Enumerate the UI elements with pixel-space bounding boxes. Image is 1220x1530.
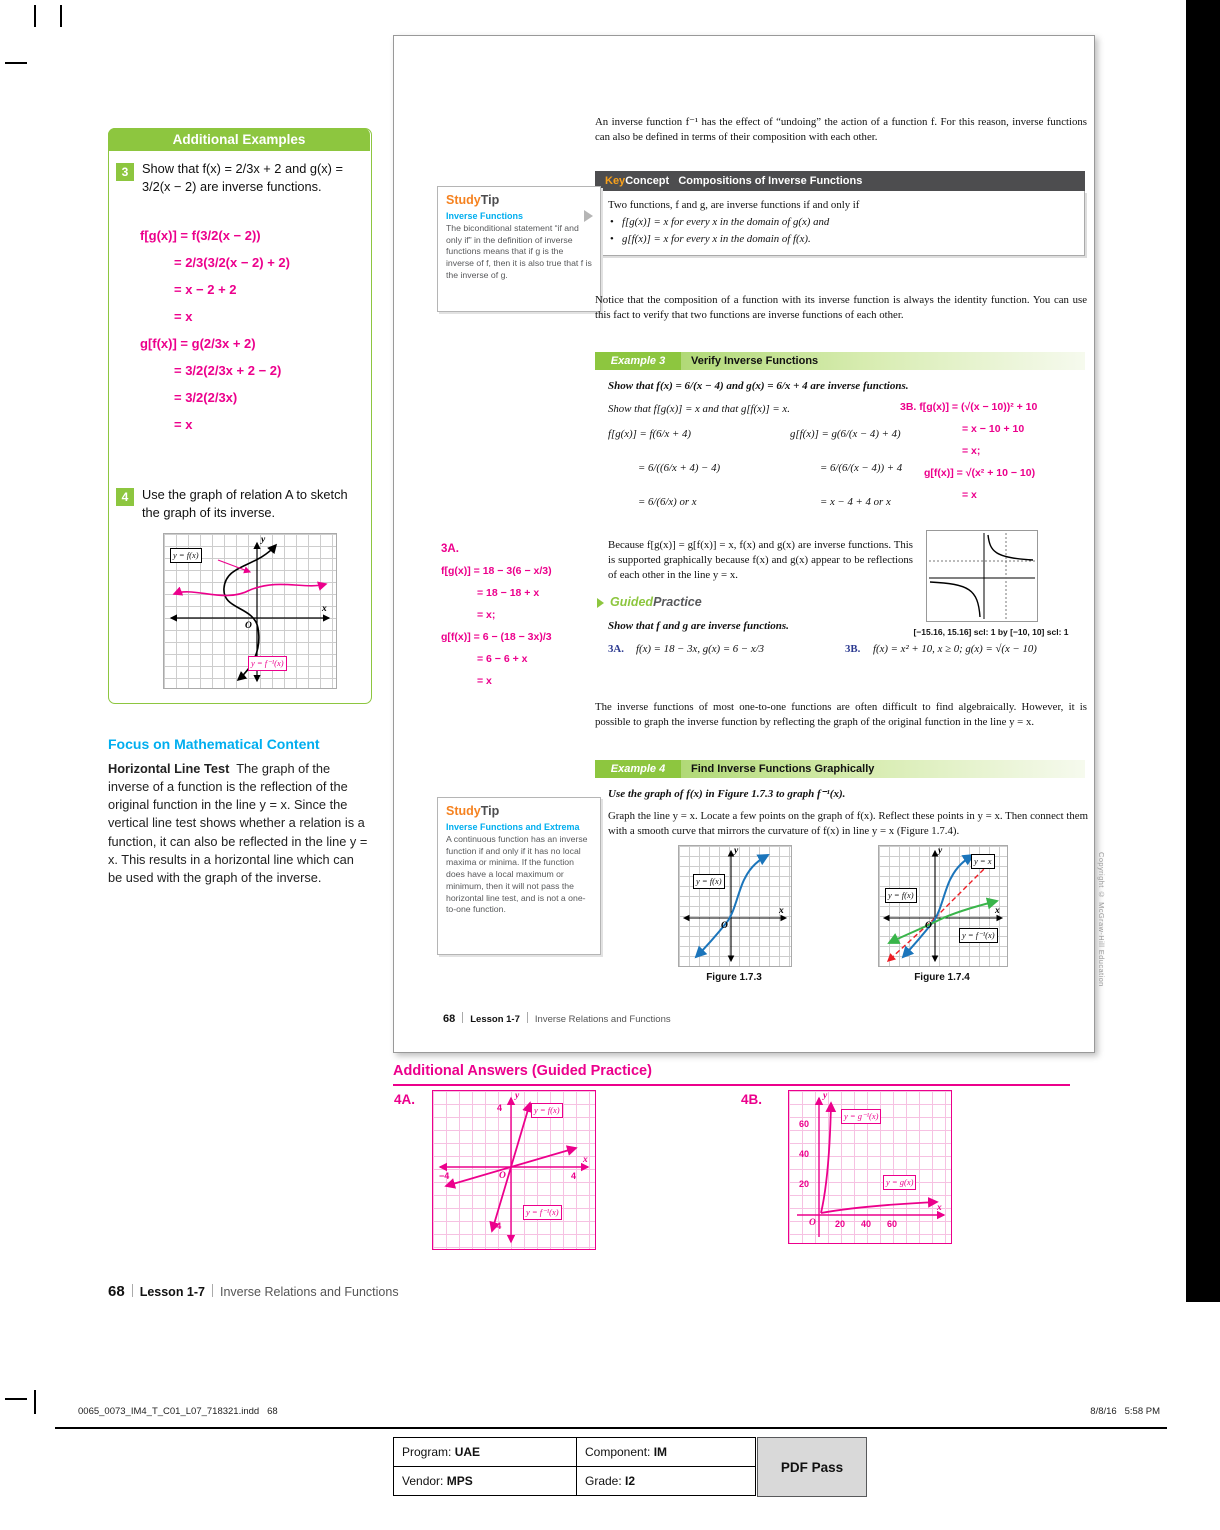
x-tick: −4 (439, 1171, 450, 1181)
example-4-bar (595, 760, 1085, 778)
figure-1-7-3-caption: Figure 1.7.3 (706, 972, 762, 983)
notice-paragraph: Notice that the composition of a function with its inverse function is always the identity function. You can use this fact to verify that two functions are inverse functions of each other. (595, 294, 1087, 321)
divider (132, 1284, 133, 1297)
grade-label: Grade: (585, 1474, 622, 1488)
math-line: = 2/3(3/2(x − 2) + 2) (174, 255, 290, 270)
studytip-pointer-icon (584, 210, 593, 222)
answer-number: 3A. (441, 543, 459, 555)
keyconcept-bullet: • g[f(x)] = x for every x in the domain of f(x). (608, 233, 1072, 245)
y-equals-x-label: y = x (971, 854, 995, 869)
keyconcept-box (595, 171, 1085, 256)
example-3-title: Verify Inverse Functions (691, 355, 819, 367)
vendor-label: Vendor: (402, 1474, 444, 1488)
pdf-pass-stamp: PDF Pass (757, 1437, 867, 1497)
answer-line: = 6 − 6 + x (477, 653, 528, 665)
f-inverse-curve (174, 590, 250, 596)
f-label: y = f(x) (531, 1103, 563, 1118)
math-line: = x (174, 417, 193, 432)
between-paragraph: The inverse functions of most one-to-one functions are often difficult to find algebraically. However, it is possible to graph the inverse function by reflecting the graph of the original function in the line y = x. (595, 701, 1087, 728)
answer-line: = x; (962, 445, 981, 457)
example-3-solution (140, 228, 366, 444)
keyconcept-bullet: • f[g(x)] = x for every x in the domain of g(x) and (608, 216, 1072, 228)
print-datetime: 8/8/16 5:58 PM (1090, 1406, 1160, 1417)
x-tick: 4 (571, 1171, 577, 1181)
guided-practice-arrow-icon (597, 598, 604, 608)
origin-label: O (809, 1218, 816, 1228)
grade-value: I2 (625, 1474, 636, 1488)
guided-3b-text: f(x) = x² + 10, x ≥ 0; g(x) = √(x − 10) (873, 643, 1037, 655)
program-value: UAE (454, 1445, 481, 1459)
relation-a-graph (163, 533, 337, 689)
focus-lead: Horizontal Line Test (108, 761, 230, 776)
y-axis-label: y (823, 1091, 828, 1101)
y-axis-label: y (734, 846, 739, 856)
x-axis-label: x (779, 906, 784, 916)
f-label: y = f(x) (885, 888, 917, 903)
program-cell (394, 1438, 577, 1467)
lesson-title: Inverse Relations and Functions (534, 1014, 671, 1025)
example-4-body: Graph the line y = x. Locate a few points on the graph of f(x). Reflect these points in y = x. Then connect them with a smooth curve that mirrors the curvature of f(x) in line y = x (Figure 1.7.4). (608, 810, 1088, 837)
crop-mark (5, 62, 27, 64)
studytip-body: The biconditional statement “if and only if” in the definition of inverse functions means that if g is the inverse of f, then it is also true that f is the inverse of g. (446, 223, 592, 280)
studytip-tip: Tip (480, 193, 500, 207)
math-line: = 6/(6/x) or x (638, 496, 697, 508)
x-axis-label: x (322, 604, 327, 614)
x-axis-label: x (583, 1155, 588, 1165)
copyright-notice: Copyright © McGraw-Hill Education (1097, 852, 1106, 987)
math-line: f[g(x)] = f(3/2(x − 2)) (140, 228, 261, 243)
vendor-value: MPS (446, 1474, 473, 1488)
example-4-badge: 4 (116, 488, 134, 506)
keyconcept-concept: Concept (625, 175, 670, 187)
studytip-heading (446, 193, 592, 207)
bleed-bar (1186, 0, 1220, 1302)
example-4-line1: Use the graph of f(x) in Figure 1.7.3 to graph f⁻¹(x). (608, 788, 846, 800)
because-paragraph: Because f[g(x)] = g[f(x)] = x, f(x) and g(x) are inverse functions. This is supported graphically because f(x) and g(x) appear to be reflections of each other in the line y = x. (608, 539, 913, 581)
y-axis-label: y (938, 846, 943, 856)
calculator-graph (926, 530, 1038, 622)
guided-3a-num: 3A. (608, 643, 624, 655)
y-axis-label: y (515, 1091, 520, 1101)
math-line: = 6/((6/x + 4) − 4) (638, 462, 721, 474)
answer-line: 3B. f[g(x)] = (√(x − 10))² + 10 (900, 401, 1038, 413)
answer-line: = 18 − 18 + x (477, 587, 540, 599)
example-4-prompt: Use the graph of relation A to sketch the graph of its inverse. (142, 487, 348, 521)
page-number: 68 (443, 1013, 456, 1025)
focus-heading: Focus on Mathematical Content (108, 736, 320, 752)
answer-line: = x (477, 675, 492, 687)
divider (462, 1012, 463, 1023)
studytip-subhead: Inverse Functions and Extrema (446, 822, 580, 832)
figure-1-7-4 (878, 845, 1008, 967)
y-axis-label: y (261, 535, 266, 545)
answer-line: g[f(x)] = √(x² + 10 − 10) (924, 467, 1036, 479)
guided-3b-num: 3B. (845, 643, 861, 655)
vendor-cell (394, 1467, 577, 1496)
lesson-title: Inverse Relations and Functions (220, 1285, 399, 1299)
math-line: = x − 4 + 4 or x (820, 496, 891, 508)
studytip-2 (437, 797, 601, 955)
crop-mark (34, 1390, 36, 1414)
calculator-curves (927, 531, 1037, 621)
math-line: = x (174, 309, 193, 324)
origin-label: O (721, 921, 728, 931)
example-3-line2: Show that f[g(x)] = x and that g[f(x)] = x. (608, 403, 790, 415)
crop-mark (60, 5, 62, 27)
guided-practice-heading (610, 595, 702, 609)
figure-1-7-3 (678, 845, 792, 967)
f-inverse-label: y = f⁻¹(x) (959, 928, 998, 943)
example-3-prompt: Show that f(x) = 2/3x + 2 and g(x) = 3/2(x − 2) are inverse functions. (142, 161, 343, 195)
studytip-study: Study (446, 193, 481, 207)
x-axis-label: x (937, 1203, 942, 1213)
x-tick: 40 (861, 1219, 872, 1229)
example-3-tab: Example 3 (595, 352, 681, 370)
page-number: 68 (108, 1283, 125, 1300)
guided-3a-text: f(x) = 18 − 3x, g(x) = 6 − x/3 (636, 643, 765, 655)
calculator-window: [−15.16, 15.16] scl: 1 by [−10, 10] scl: 1 (913, 627, 1069, 637)
keyconcept-key: Key (605, 175, 626, 187)
y-tick: 60 (799, 1119, 810, 1129)
answer-line: f[g(x)] = 18 − 3(6 − x/3) (441, 565, 552, 577)
x-tick: 60 (887, 1219, 898, 1229)
example-3-bar (595, 352, 1085, 370)
math-line: = 6/(6/(x − 4)) + 4 (820, 462, 903, 474)
component-cell (577, 1438, 756, 1467)
answer-4a-curves (433, 1091, 595, 1249)
answer-4a-num: 4A. (394, 1092, 416, 1107)
f-label: y = f(x) (170, 548, 202, 563)
figure-1-7-4-caption: Figure 1.7.4 (914, 972, 970, 983)
answer-4a-graph (432, 1090, 596, 1250)
answer-4b-graph (788, 1090, 952, 1244)
keyconcept-title: Compositions of Inverse Functions (678, 175, 863, 187)
figure-1-7-3-curves (679, 846, 791, 966)
print-info-table (393, 1437, 756, 1496)
answer-line: = x; (477, 609, 496, 621)
example-3-work-left (608, 428, 720, 530)
grade-cell (577, 1467, 756, 1496)
focus-body (108, 760, 371, 887)
f-inverse-label: y = f⁻¹(x) (523, 1205, 562, 1220)
origin-label: O (925, 921, 932, 931)
studytip-1 (437, 186, 601, 312)
lesson-label: Lesson 1-7 (470, 1014, 520, 1025)
lesson-label: Lesson 1-7 (139, 1285, 205, 1299)
x-tick: 20 (835, 1219, 846, 1229)
program-label: Program: (402, 1445, 452, 1459)
studytip-study: Study (446, 804, 481, 818)
g-inverse-curve (821, 1103, 831, 1213)
divider (527, 1012, 528, 1023)
answer-line: = x (962, 489, 977, 501)
example-4-title: Find Inverse Functions Graphically (691, 763, 875, 775)
practice-label: Practice (653, 595, 702, 609)
keyconcept-body (595, 191, 1085, 256)
keyconcept-lead: Two functions, f and g, are inverse functions if and only if (608, 199, 860, 211)
guided-prompt: Show that f and g are inverse functions. (608, 620, 789, 632)
print-filename: 0065_0073_IM4_T_C01_L07_718321.indd 68 (78, 1406, 278, 1417)
guided-label: Guided (610, 595, 654, 609)
math-line: g[f(x)] = g(6/(x − 4) + 4) (790, 428, 901, 440)
f-label: y = f(x) (693, 874, 725, 889)
y-tick: 20 (799, 1179, 810, 1189)
intro-paragraph: An inverse function f⁻¹ has the effect of “undoing” the action of a function f. For this reason, inverse functions can also be defined in terms of their composition with each other. (595, 116, 1087, 143)
component-label: Component: (585, 1445, 651, 1459)
studytip-body: A continuous function has an inverse function if and only if it has no local maxima or minima. If the function does have a local maximum or minimum, then it will not pass the horizontal line test, and is not a one-to-one function. (446, 834, 588, 915)
answer-4b-num: 4B. (741, 1092, 763, 1107)
example-3-badge: 3 (116, 163, 134, 181)
answer-line: g[f(x)] = 6 − (18 − 3x)/3 (441, 631, 552, 643)
g-curve (821, 1202, 937, 1213)
page-footer (108, 1283, 399, 1300)
math-line: g[f(x)] = g(2/3x + 2) (140, 336, 256, 351)
additional-examples-header: Additional Examples (108, 128, 370, 151)
g-inverse-label: y = g⁻¹(x) (841, 1109, 881, 1124)
additional-answers-heading: Additional Answers (Guided Practice) (393, 1063, 652, 1079)
studytip-heading (446, 804, 592, 818)
example-3-line1: Show that f(x) = 6/(x − 4) and g(x) = 6/x + 4 are inverse functions. (608, 380, 909, 392)
crop-mark (5, 1398, 27, 1400)
math-line: f[g(x)] = f(6/x + 4) (608, 428, 691, 440)
origin-label: O (499, 1171, 506, 1181)
crop-mark (34, 5, 36, 27)
math-line: = 3/2(2/3x) (174, 390, 238, 405)
additional-answers-rule (393, 1084, 1070, 1086)
y-tick: 4 (497, 1103, 503, 1113)
focus-text: The graph of the inverse of a function is the reflection of the original function in the line y = x. Since the vertical line test shows whether a relation is a function, it can also be reflected in the line y = x. This results in a horizontal line which can be used with the graph of the inverse. (108, 761, 368, 885)
math-line: = x − 2 + 2 (174, 282, 237, 297)
divider (212, 1284, 213, 1297)
studytip-tip: Tip (480, 804, 500, 818)
studytip-subhead: Inverse Functions (446, 211, 524, 221)
answer-3b (900, 401, 1037, 511)
math-line: = 3/2(2/3x + 2 − 2) (174, 363, 282, 378)
example-4-tab: Example 4 (595, 760, 681, 778)
g-label: y = g(x) (883, 1175, 916, 1190)
answer-3a (441, 543, 552, 697)
f-inverse-label: y = f⁻¹(x) (248, 656, 287, 671)
print-rule (55, 1427, 1167, 1429)
student-page-footer (443, 1012, 671, 1025)
component-value: IM (653, 1445, 668, 1459)
answer-line: = x − 10 + 10 (962, 423, 1025, 435)
x-axis-label: x (995, 906, 1000, 916)
origin-label: O (245, 621, 252, 631)
keyconcept-header (595, 171, 1085, 191)
y-tick: −4 (491, 1221, 502, 1231)
example-3-work-right (790, 428, 902, 530)
y-tick: 40 (799, 1149, 810, 1159)
